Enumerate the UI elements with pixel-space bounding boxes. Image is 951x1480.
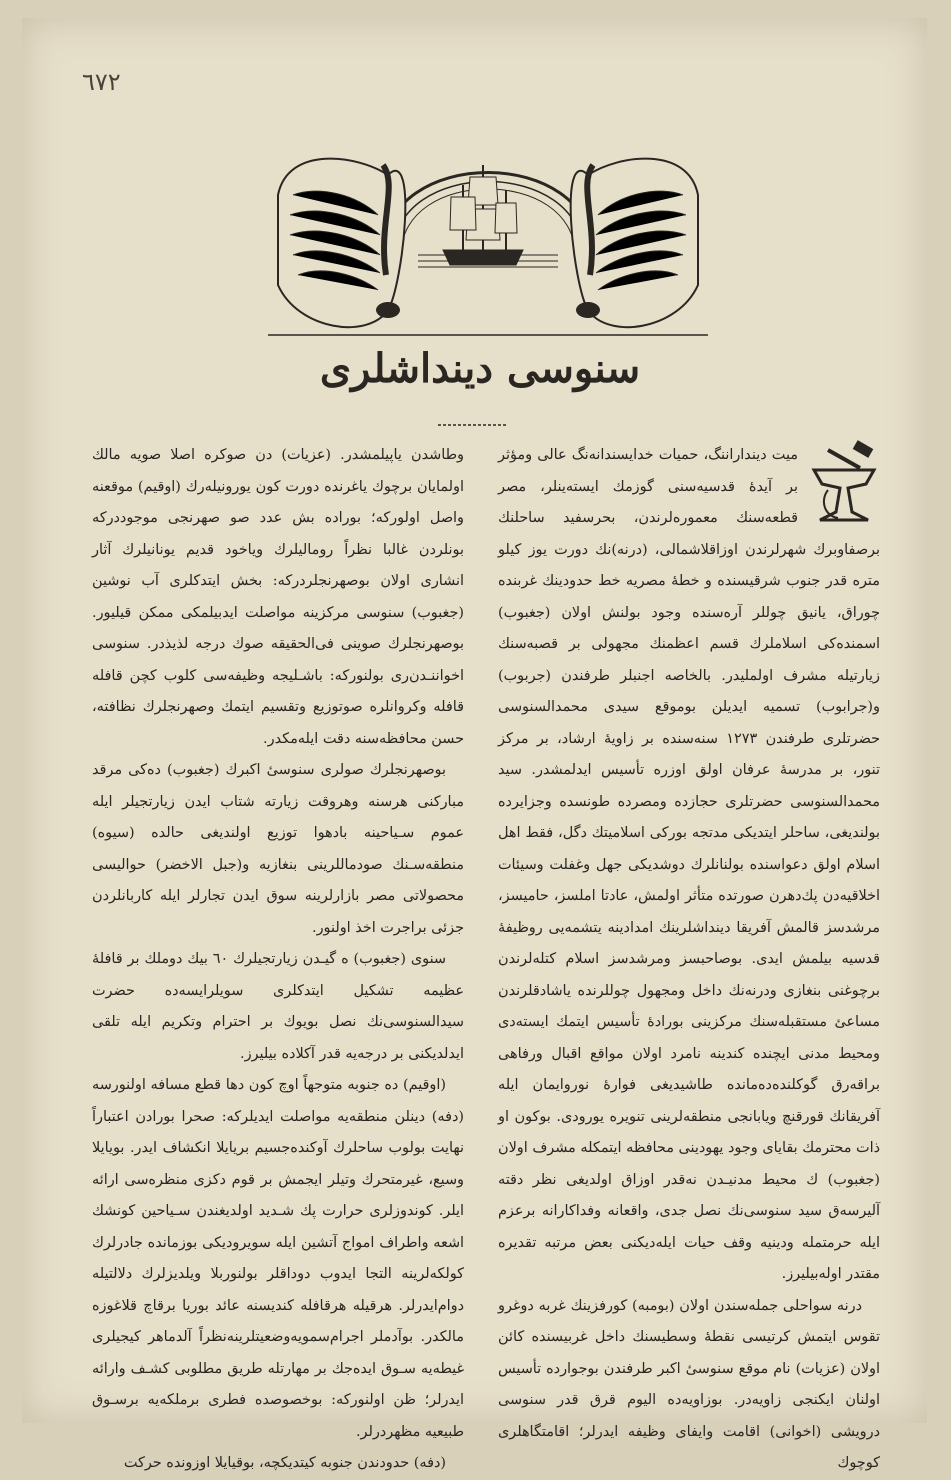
paragraph: بوصهرنجلرك صولری سنوسیٔ اکبرك (جغبوب) ده‌کی مرقد مبارکنی هرسنه وهروقت زیارته شتاب ایدن زیارتجیلر ایله عموم سـیاحینه بادهوا توزیع اولندیغی حالده (سیوه) منطقه‌سـنك صودماللرینی بنغازیه و(جبل الاخضر) حوالیسی محصولاتی مصر بازارلرینه سوق ایدن تجارلر ایله کاربانلردن جزئی براجرت اخذ اولنور. [92,762,464,936]
title-divider [438,422,508,428]
article-title: سنوسی دینداشلری [319,345,641,392]
page-number: ٦٧٢ [82,68,121,96]
paragraph: وطاشدن یاپیلمشدر. (عزیات) دن صوکره اصلا صویه مالك اولمایان برچوك یاغرنده دورت کون یورونیله‌رك (اوقیم) موقعنه واصل اولورکه؛ بوراده بش عدد صو صهرنجی موجوددرکه بونلردن غالبا نظراً رومالیلرك ویاخود قدیم یونانیلرك آثار انشاری اولان بوصهرنجلردرکه: بخش ایتدکلری آب نوشین (جغبوب) سنوسی مرکزینه مواصلت ایدبیلمکی ممکن قیلیور. بوصهرنجلرك صوینی فی‌الحقیقه صوك درجه لذیذدر. سنوسی اخواننـدن‌ری بولنورکه: باشـلیجه وظیفه‌سی کلوب کچن قافله قافله وکروانلره صوتوزیع وتقسیم ایتمك وصهرنجلرك نظافته، حسن محافظه‌سنه دقت ایله‌مکدر. [92,447,464,747]
article-column-right [498,440,880,1480]
paragraph: سنوی (جغبوب) ه گیـدن زیارتجیلرك ٦٠ بیك دوملك بر قافلهٔ عظیمه تشکیل ایتدکلری سویلرایسه‌ده حضرت سیدالسنوسی‌نك نصل بویوك بر احترام وتکریم ایله تلقی ایدلدیکنی بر درجه‌یه قدر آکلاده بیلیرز. [92,951,464,1062]
paragraph: درنه سواحلی جمله‌سندن اولان (بومبه) کورفزینك غربه دوغرو تقوس ایتمش کرتیسی نقطهٔ وسطیسنك داخل غربیسنده کائن اولان (عزیات) نام موقع سنوسیٔ اکبر طرفندن بوجوارده تأسیس اولنان ایکنجی زاویه‌در. بوزاویه‌ده الیوم قرق قدر سنوسی درویشی (اخوانی) اقامت وایفای وظیفه ایدرلر؛ اقامتگاهلری کوچوك [498,1297,880,1471]
paragraph: (دفه) حدودندن جنوبه کیتدیکچه، بوقیایلا اوزونده حرکت [123,1455,446,1471]
paragraph: (اوقیم) ده جنوبه متوجهاً اوچ کون دها قطع مسافه اولنورسه (دفه) دینلن منطقه‌یه مواصلت ایدیلرکه: صحرا بورادن اعتباراً نهایت بولوب ساحلرك آوکنده‌جسیم بریایلا انکشاف ایدر. بویایلا وسیع، غیرمتحرك وتیلر ایجمش بر قوم دکزی منظره‌سی ارائه ایلر. کوندوزلری حرارت پك شـدید اولدیغندن سـیاحین کونشك اشعه واطراف امواج آتشین ایله سویرودیکی بوزمانده جادرلرك کولکه‌لرینه التجا ایدوب دوداقلر بولنوربلا ویلدیزلرك دلالتیله دوام‌ایدرلر. هرقیله هرقافله کندیسنه عائد بوریا برقاچ قلاغوزه مالکدر. بوآدملر اجرام‌سمویه‌وضعیتلرینه‌نظراً آلدماهر کیجیلری غیطه‌یه سـوق ایده‌جك بر مهارتله طریق مطلوبی کشـف وارائه ایدرلر؛ ظن اولنورکه: بوخصوصده فطری برملکه‌یه برسـوق طبیعیه مظهردرلر. [92,1077,464,1440]
paragraph: میت دینداراننگ، حمیات خدایسندانه‌نگ عالی ومؤثر بر آیدهٔ قدسیه‌سنی گوزمك ایسته‌ینلر، مصر قطعه‌سنك معموره‌لرندن، بحرسفید ساحلنك برصفاوبرك شهرلرندن اوزاقلاشمالی، (درنه)نك دورت یوز کیلو متره قدر جنوب شرقیسنده و خطهٔ مصریه خط حدودینك غربنده چوراق، یانیق چوللر آره‌سنده وجود بولنش اولان (جغبوب) اسمنده‌کی اسلاملرك قسم اعظمنك مجهولی بر قصبه‌سنك زیارتیله مشرف اولملیدر. بالخاصه اجنبلر طرفندن (جربوب) و(جرابوب) تسمیه ایدیلن بوموقع سیدی محمدالسنوسی حضرتلری طرفندن ۱۲۷۳ سنه‌سنده بر زاویهٔ ارشاد، بر مرکز تنور، بر مدرسهٔ عرفان اولق اوزره تأسیس ایدلمشدر. سید محمدالسنوسی حضرتلری حجازده ومصرده طونسده وجزایرده بولندیغی، ساحلر ایتدیکی مدتجه بورکی اسلامیتك دگل، فقط اهل اسلام اولق دعواسنده بولنانلرك دوشدیکی جهل وغفلت وسیئات اخلاقیه‌دن پك‌دهرن صورتده متأثر اولمش، عادتا املسز، حامیسز، مرشدسز قالمش آفریقا دینداشلرینك امدادینه یتشمه‌یی روظیفهٔ قدسیه بیلمش ایدی. بوصاحبسز ومرشدسز اسلام کتله‌لرندن برچوغنی بنغازی ودرنه‌نك داخل ومجهول چوللرنده یاشادقلرندن مساعئ مستقبله‌سنك مرکزینی بورادهٔ تأسیس ایتمك ایسته‌دی ومحیط مدنی ایچنده کندینه نامرد اولان مواقع اقبال ورفاهی براقه‌رق گوکلنده‌ده‌مانده طاشیدیغی فوارهٔ نوروایمان ایله آفریقانك قورقنچ ویابانجی منطقه‌لرینی تنویره یورودی. بوکون او ذات محترمك بقایای وجود یهودینی محافظه ایتمکله مشرف اولان (جغبوب) ك محیط مدنیـدن نه‌قدر اوزاق اولدیغی نظر دقته آلیرسه‌ق سید سنوسی‌نك نصل جدی، واقعانه وفداکارانه برعزم ایله حرمتمله ودینیه وقف حیات ایله‌دیکنی بعض مرتبه تقدیره مقتدر اوله‌بیلیرز. [498,447,880,1282]
swans-ship-illustration [268,105,708,345]
article-column-left [92,440,464,1480]
anvil-dropcap-icon [808,440,880,526]
